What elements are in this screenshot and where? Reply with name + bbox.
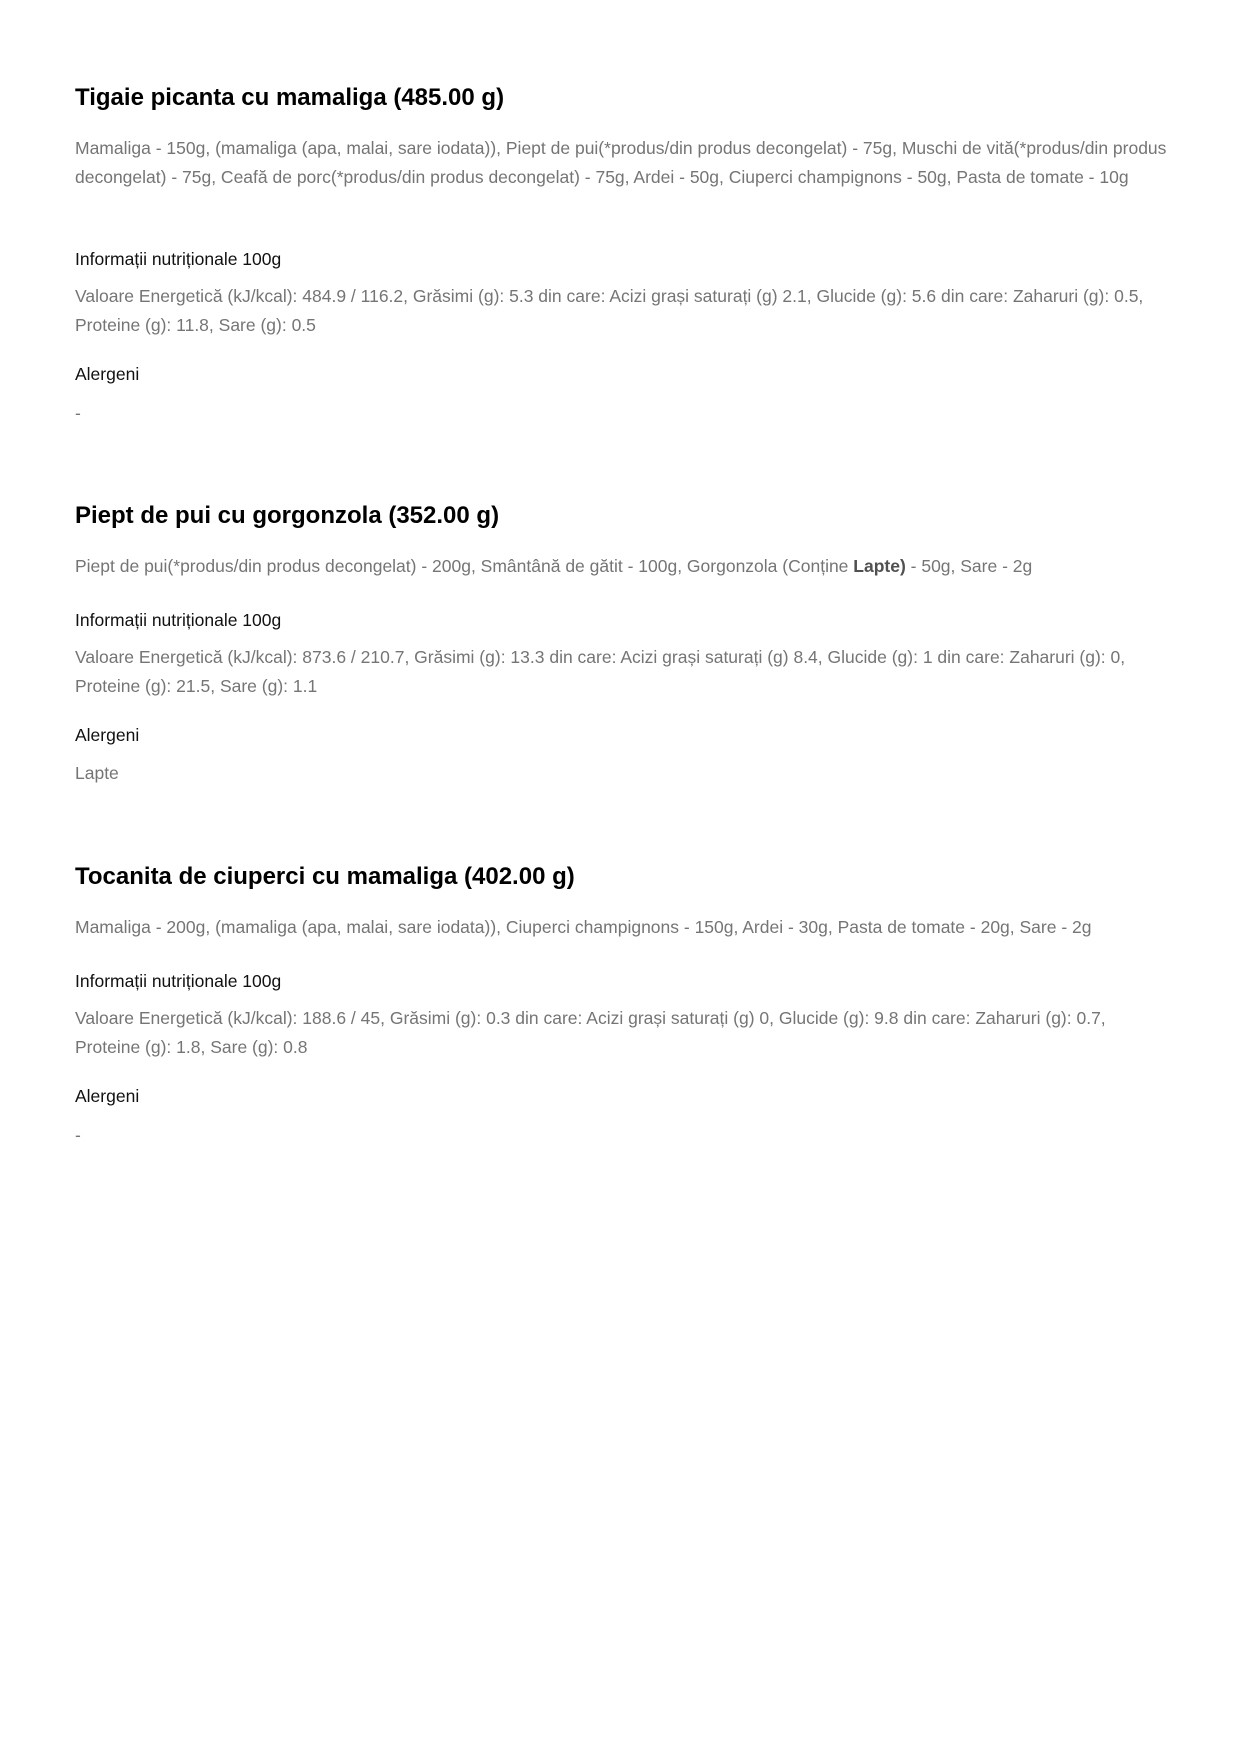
ingredients-list bbox=[75, 134, 1167, 191]
nutrition-label: Informații nutriționale 100g bbox=[75, 249, 282, 269]
ingredients-text: Mamaliga - 200g, (mamaliga (apa, malai, sare iodata)), Ciuperci champignons - 150g, Ardei - 30g, Pasta de tomate - 20g, Sare - 2g bbox=[75, 917, 1092, 937]
allergens-value: - bbox=[75, 403, 81, 423]
product-title: Tigaie picanta cu mamaliga (485.00 g) bbox=[75, 84, 505, 111]
allergens-value: Lapte bbox=[75, 763, 119, 783]
nutrition-values: Valoare Energetică (kJ/kcal): 188.6 / 45, Grăsimi (g): 0.3 din care: Acizi grași saturați (g) 0, Glucide (g): 9.8 din care: Zaharuri (g): 0.7, Proteine (g): 1.8, Sare (g): 0.8 bbox=[75, 1008, 1106, 1057]
nutrition-values: Valoare Energetică (kJ/kcal): 873.6 / 210.7, Grăsimi (g): 13.3 din care: Acizi grași saturați (g) 8.4, Glucide (g): 1 din care: Zaharuri (g): 0, Proteine (g): 21.5, Sare (g): 1.1 bbox=[75, 647, 1126, 696]
ingredients-text: Piept de pui(*produs/din produs decongelat) - 200g, Smântână de gătit - 100g, Gorgonzola (Conține bbox=[75, 556, 854, 576]
product-card bbox=[75, 500, 1167, 783]
ingredients-list bbox=[75, 913, 1167, 942]
nutrition-label: Informații nutriționale 100g bbox=[75, 610, 282, 630]
allergen-highlight: Lapte) bbox=[853, 556, 906, 576]
product-card bbox=[75, 82, 1167, 423]
allergens-label: Alergeni bbox=[75, 364, 140, 384]
nutrition-label: Informații nutriționale 100g bbox=[75, 971, 282, 991]
allergens-value: - bbox=[75, 1125, 81, 1145]
product-title: Piept de pui cu gorgonzola (352.00 g) bbox=[75, 502, 500, 529]
allergens-label: Alergeni bbox=[75, 725, 140, 745]
allergens-label: Alergeni bbox=[75, 1086, 140, 1106]
product-title: Tocanita de ciuperci cu mamaliga (402.00 g) bbox=[75, 863, 575, 890]
product-card bbox=[75, 861, 1167, 1145]
ingredients-text: Mamaliga - 150g, (mamaliga (apa, malai, sare iodata)), Piept de pui(*produs/din produs decongelat) - 75g, Muschi de vită(*produs/din produs decongelat) - 75g, Ceafă de porc(*produs/din produs decongelat) - 75g, Ardei - 50g, Ciuperci champignons - 50g, Pasta de tomate - 10g bbox=[75, 138, 1167, 187]
nutrition-values: Valoare Energetică (kJ/kcal): 484.9 / 116.2, Grăsimi (g): 5.3 din care: Acizi grași saturați (g) 2.1, Glucide (g): 5.6 din care: Zaharuri (g): 0.5, Proteine (g): 11.8, Sare (g): 0.5 bbox=[75, 286, 1144, 335]
ingredients-list bbox=[75, 552, 1167, 581]
ingredients-text-tail: - 50g, Sare - 2g bbox=[905, 556, 1033, 576]
